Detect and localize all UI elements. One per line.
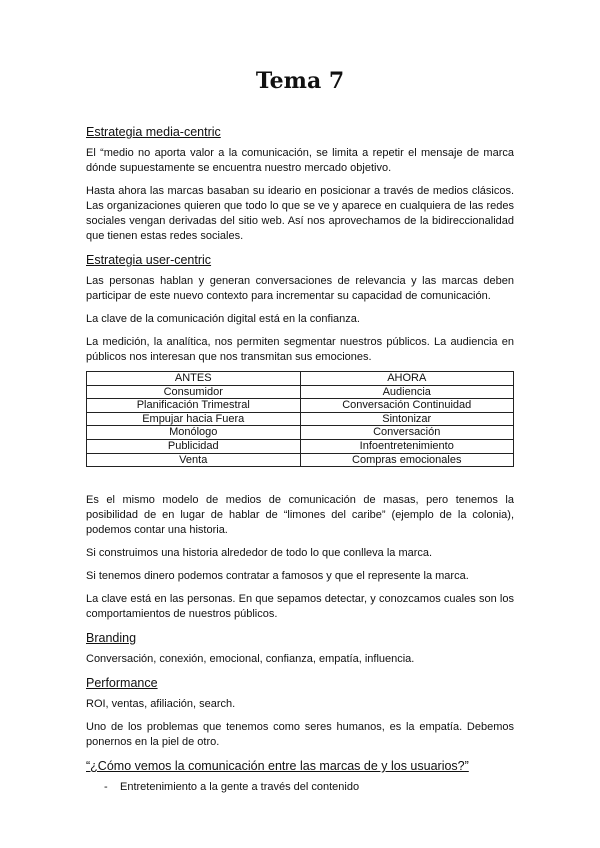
table-row [87,453,514,467]
table-cell: Monólogo [87,426,301,440]
paragraph: Hasta ahora las marcas basaban su ideario en posicionar a través de medios clásicos. Las organizaciones quieren que todo lo que se ve y aparece en cualquiera de las redes sociales vengan derivadas del sitio web. Así nos aprovechamos de la bidireccionalidad que tienen estas redes sociales. [86,185,514,242]
dash-bullet: - [104,781,108,794]
heading-branding: Branding [86,631,137,646]
table-cell: Sintonizar [300,412,514,426]
heading-question: “¿Cómo vemos la comunicación entre las marcas de y los usuarios?” [86,759,469,774]
table-row [87,426,514,440]
table-row [87,412,514,426]
paragraph: La clave está en las personas. En que sepamos detectar, y conozcamos cuales son los comportamientos de nuestros públicos. [86,593,514,621]
table-cell: Planificación Trimestral [87,399,301,413]
page-title: Tema 7 [255,68,345,94]
paragraph: Si construimos una historia alrededor de todo lo que conlleva la marca. [86,547,433,560]
paragraph: Si tenemos dinero podemos contratar a famosos y que el represente la marca. [86,570,469,583]
paragraph: La medición, la analítica, nos permiten segmentar nuestros públicos. La audiencia en públicos nos interesan que nos transmitan sus emociones. [86,336,514,363]
column-header-antes: ANTES [87,372,301,386]
heading-media-centric: Estrategia media-centric [86,125,221,139]
table-cell: Audiencia [300,385,514,399]
paragraph: Uno de los problemas que tenemos como seres humanos, es la empatía. Debemos ponernos en la piel de otro. [86,721,514,749]
table-row [87,385,514,399]
table-row [87,439,514,453]
table-cell: Compras emocionales [300,453,514,467]
comparison-table [86,371,514,467]
table-cell: Conversación [300,426,514,440]
table-cell: Consumidor [87,385,301,399]
table-cell: Venta [87,453,301,467]
heading-performance: Performance [86,676,158,691]
paragraph: Es el mismo modelo de medios de comunicación de masas, pero tenemos la posibilidad de en lugar de hablar de “limones del caribe” (ejemplo de la colonia), podemos contar una historia. [86,494,514,537]
paragraph: Las personas hablan y generan conversaciones de relevancia y las marcas deben participar de este nuevo contexto para incrementar su capacidad de comunicación. [86,275,514,302]
paragraph: La clave de la comunicación digital está en la confianza. [86,313,360,325]
table-cell: Infoentretenimiento [300,439,514,453]
paragraph: Conversación, conexión, emocional, confianza, empatía, influencia. [86,653,415,666]
document-body [86,124,514,795]
table-cell: Empujar hacia Fuera [87,412,301,426]
column-header-ahora: AHORA [300,372,514,386]
table-cell: Publicidad [87,439,301,453]
list-item-text: Entretenimiento a la gente a través del contenido [120,781,360,794]
heading-user-centric: Estrategia user-centric [86,253,212,267]
table-header-row [87,372,514,386]
table-row [87,399,514,413]
bullet-list [86,780,514,795]
paragraph: ROI, ventas, afiliación, search. [86,698,236,711]
paragraph: El “medio no aporta valor a la comunicación, se limita a repetir el mensaje de marca dónde supuestamente se encuentra nuestro mercado objetivo. [86,147,514,174]
list-item [104,780,514,795]
table-cell: Conversación Continuidad [300,399,514,413]
